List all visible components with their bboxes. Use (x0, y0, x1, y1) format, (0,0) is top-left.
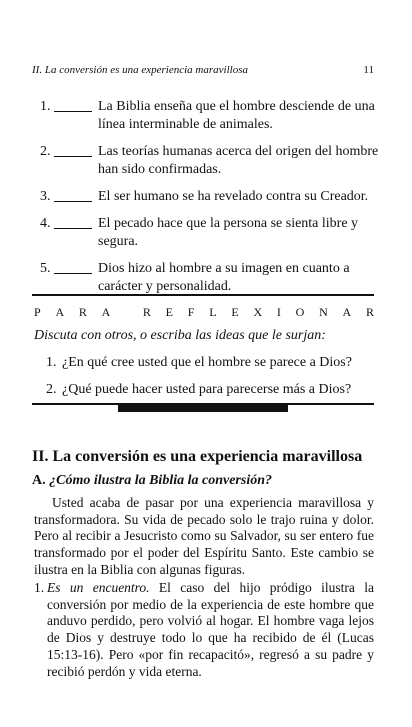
heading-letter: N (319, 305, 328, 319)
list-item (46, 381, 376, 399)
item-text: El caso del hijo pródigo ilustra la conversión por medio de la experiencia de este hombre que anduvo perdido, pero volvió al hogar. El hombre vaga lejos de Dios y destruye todo lo que ha recibido de él (Lucas 15:13-16). Pero «por fin recapacitó», regresó a su padre y recibió perdón y vida eterna. (47, 580, 374, 679)
page-number: 11 (363, 64, 374, 76)
heading-letter: R (142, 305, 151, 319)
subsection-title (32, 473, 272, 489)
item-number: 5. (40, 261, 51, 276)
item-number: 3. (40, 189, 51, 204)
answer-blank (54, 188, 92, 202)
heading-letter: F (187, 305, 195, 319)
item-number: 1. (40, 99, 51, 114)
list-item (40, 188, 380, 206)
heading-letter: E (165, 305, 173, 319)
numbered-item (34, 580, 374, 680)
heading-letter: X (253, 305, 263, 319)
item-text: Las teorías humanas acerca del origen del hombre han sido confirmadas. (98, 144, 379, 177)
heading-letter: R (365, 305, 374, 319)
item-text: La Biblia enseña que el hombre desciende de una línea interminable de animales. (98, 99, 375, 132)
running-head (32, 64, 374, 76)
heading-letter: A (101, 305, 111, 319)
item-number: 2. (40, 144, 51, 159)
answer-blank (54, 260, 92, 274)
list-item (40, 143, 380, 179)
answer-blank (54, 143, 92, 157)
heading-letter: P (34, 305, 41, 319)
heading-letter: A (342, 305, 352, 319)
item-number: 1. (34, 580, 45, 595)
heading-space (125, 305, 128, 320)
divider-top (32, 294, 374, 296)
question-text: ¿En qué cree usted que el hombre se parece a Dios? (62, 355, 352, 370)
list-item (40, 98, 380, 134)
item-lead: Es un encuentro. (47, 580, 150, 595)
item-text: El pecado hace que la persona se sienta libre y segura. (98, 216, 359, 249)
list-item (40, 260, 380, 296)
reflect-questions (46, 354, 376, 408)
divider-bar (118, 403, 288, 412)
item-text: Dios hizo al hombre a su imagen en cuanto a carácter y personalidad. (98, 261, 350, 294)
answer-blank (54, 98, 92, 112)
heading-letter: O (295, 305, 305, 319)
heading-letter: R (78, 305, 87, 319)
reflect-heading (34, 305, 374, 320)
item-body (47, 580, 374, 680)
heading-letter: E (231, 305, 239, 319)
item-text: El ser humano se ha revelado contra su Creador. (98, 189, 369, 204)
subsection-text: ¿Cómo ilustra la Biblia la conversión? (49, 473, 272, 488)
reflect-instruction: Discuta con otros, o escriba las ideas que le surjan: (34, 328, 326, 343)
body-paragraph: Usted acaba de pasar por una experiencia maravillosa y transformadora. Su vida de pecado solo le trajo ruina y dolor. Pero al recibir a Jesucristo como su Salvador, su ser entero fue transformado por el poder del Espíritu Santo. Este cambio se ilustra en la Biblia con algunas figuras. (34, 495, 374, 577)
list-item (40, 215, 380, 251)
true-false-list (40, 98, 380, 305)
answer-blank (54, 215, 92, 229)
heading-letter: I (276, 305, 281, 319)
item-number: 1. (46, 355, 57, 370)
list-item (46, 354, 376, 372)
subsection-label: A. (32, 473, 46, 488)
running-head-title: II. La conversión es una experiencia maravillosa (32, 64, 248, 76)
question-text: ¿Qué puede hacer usted para parecerse más a Dios? (62, 382, 352, 397)
heading-letter: L (209, 305, 217, 319)
heading-letter: A (55, 305, 65, 319)
section-title: II. La conversión es una experiencia maravillosa (32, 448, 363, 465)
item-number: 4. (40, 216, 51, 231)
item-number: 2. (46, 382, 57, 397)
